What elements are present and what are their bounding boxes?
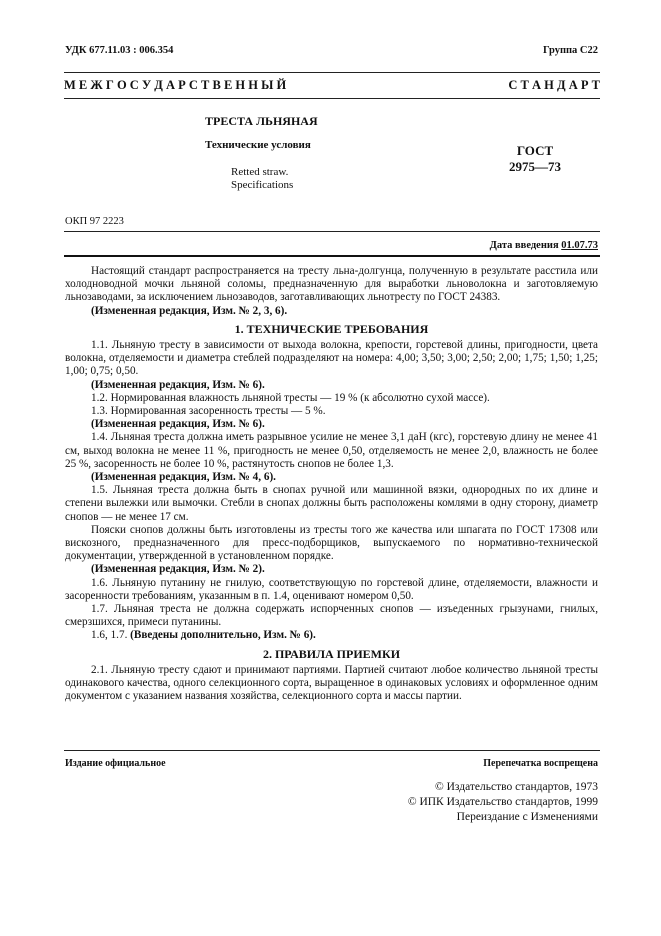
body-paragraph: 1.7. Льняная треста не должна содержать испорченных снопов — изъеденных грызунами, гнилых, смерзшихся, примеси путанины.: [65, 603, 598, 629]
english-subtitle: Specifications: [231, 179, 294, 191]
english-title: Retted straw.: [231, 166, 289, 178]
copyright-1999: © ИПК Издательство стандартов, 1999: [407, 796, 598, 808]
clause-reference: 1.6, 1.7.: [91, 629, 128, 642]
banner-bottom-rule: [64, 98, 600, 99]
body-paragraph: 2.1. Льняную тресту сдают и принимают партиями. Партией считают любое количество льняной тресты одинакового качества, одного селекционного сорта, выращенное в одинаковых условиях и оформленное одним документом с указанием названия хозяйства, селекционного сорта и массы партии.: [65, 663, 598, 703]
body-paragraph: Настоящий стандарт распространяется на тресту льна-долгунца, полученную в результате расстила или холодноводной мочки льняной соломы, предназначенную для выработки льноволокна и заготовляемую льнозаводами, за исключением льнозаводов, заготавливающих льнотресту по ГОСТ 24383.: [65, 265, 598, 304]
okp-code: ОКП 97 2223: [65, 216, 124, 227]
group-code: Группа С22: [542, 45, 598, 56]
amendment-note: (Введены дополнительно, Изм. № 6).: [130, 629, 316, 642]
official-edition-note: Издание официальное: [65, 758, 166, 769]
body-paragraph: [65, 629, 598, 642]
gost-code: 2975—73: [509, 159, 561, 174]
body-paragraph: 1.3. Нормированная засоренность тресты — 5 %.: [91, 405, 326, 418]
body-paragraph: 1.6. Льняную путанину не гнилую, соответствующую по горстевой длине, отделяемости, влажности и засоренности требованиям, указанным в п. 1.4, оценивают номером 0,50.: [65, 576, 598, 602]
amendment-note: (Измененная редакция, Изм. № 6).: [91, 418, 265, 431]
body-paragraph: 1.5. Льняная треста должна быть в снопах ручной или машинной вязки, однородных по их длине и степени вылежки или вымочки. Стебли в снопах должны быть расположены комлями в одну сторону, диаметр снопов — не менее 17 см.: [65, 484, 598, 523]
document-body: [65, 265, 598, 704]
body-paragraph: 1.4. Льняная треста должна иметь разрывное усилие не менее 3,1 даН (кгс), горстевую длину не менее 41 см, выход волокна не менее 11 %, пригодность не менее 0,50, отделяемость не менее 2,0, влажность не более 25 %, засоренность не более 10 %, растянутость снопов не более 1,3.: [65, 431, 598, 470]
udk-code: УДК 677.11.03 : 006.354: [65, 45, 174, 56]
standard-banner: [64, 78, 600, 93]
body-paragraph: 1.2. Нормированная влажность льняной тресты — 19 % (к абсолютно сухой массе).: [91, 391, 490, 404]
date-rule: [64, 255, 600, 257]
okp-rule: [64, 231, 600, 232]
gost-label: ГОСТ: [516, 143, 554, 158]
banner-word-interstate: М Е Ж Г О С У Д А Р С Т В Е Н Н Ы Й: [64, 78, 287, 92]
gost-number: [500, 143, 570, 175]
banner-word-standard: С Т А Н Д А Р Т: [508, 78, 600, 92]
amendment-note: (Измененная редакция, Изм. № 6).: [91, 378, 265, 391]
copyright-1973: © Издательство стандартов, 1973: [434, 781, 598, 793]
effective-date-label: Дата введения: [489, 240, 559, 251]
section-heading: 1. ТЕХНИЧЕСКИЕ ТРЕБОВАНИЯ: [234, 321, 429, 336]
document-subtitle: Технические условия: [205, 139, 311, 151]
footer-rule: [64, 750, 600, 751]
effective-date: [490, 240, 598, 251]
amendment-note: (Измененная редакция, Изм. № 4, 6).: [91, 471, 276, 484]
amendment-note: (Измененная редакция, Изм. № 2).: [91, 563, 265, 576]
top-rule: [64, 72, 600, 73]
reissue-note: Переиздание с Изменениями: [456, 811, 598, 823]
body-paragraph: 1.1. Льняную тресту в зависимости от выхода волокна, крепости, горстевой длины, пригодности, цвета волокна, отделяемости и диаметра стеблей подразделяют на номера: 4,00; 3,50; 3,00; 2,50; 2,00; 1,75; 1,50; 1,25; 1,00; 0,75; 0,50.: [65, 339, 598, 378]
body-paragraph: Пояски снопов должны быть изготовлены из тресты того же качества или шпагата по ГОСТ 17308 или вискозного, предназначенного для пресс-подборщиков, выпускаемого по нормативно-технической документации, утвержденной в установленном порядке.: [65, 523, 598, 563]
amendment-note: (Измененная редакция, Изм. № 2, 3, 6).: [91, 304, 288, 317]
section-heading: 2. ПРАВИЛА ПРИЕМКИ: [262, 646, 401, 661]
reprint-prohibited-note: Перепечатка воспрещена: [483, 758, 598, 769]
effective-date-value: 01.07.73: [561, 240, 598, 251]
document-title: ТРЕСТА ЛЬНЯНАЯ: [205, 114, 318, 128]
